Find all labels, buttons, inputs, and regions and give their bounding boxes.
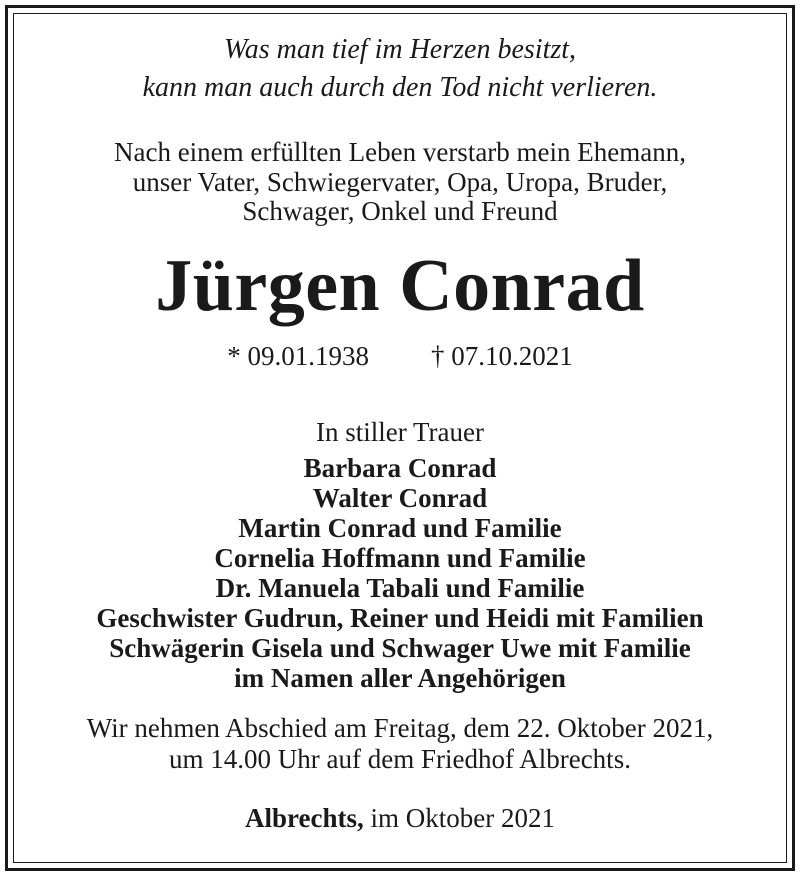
death-date: † 07.10.2021 <box>431 341 573 371</box>
mourner-name: Walter Conrad <box>312 483 488 513</box>
quote-line-1: Was man tief im Herzen besitzt, <box>223 34 577 65</box>
intro-line-3: Schwager, Onkel und Freund <box>242 196 558 226</box>
life-dates <box>0 341 800 372</box>
deceased-name: Jürgen Conrad <box>155 245 645 327</box>
intro-line-1: Nach einem erfüllten Leben verstarb mein Ehemann, <box>113 137 686 167</box>
funeral-line-2: um 14.00 Uhr auf dem Friedhof Albrechts. <box>169 744 631 774</box>
mourner-name: Dr. Manuela Tabali und Familie <box>215 573 585 603</box>
quote-line-2: kann man auch durch den Tod nicht verlieren. <box>142 72 658 103</box>
mourner-name: Schwägerin Gisela und Schwager Uwe mit Familie <box>109 633 691 663</box>
closing-date: im Oktober 2021 <box>370 803 555 833</box>
mourner-name: im Namen aller Angehörigen <box>234 663 566 693</box>
mourner-name: Martin Conrad und Familie <box>238 513 562 543</box>
birth-date: * 09.01.1938 <box>227 341 369 371</box>
funeral-line-1: Wir nehmen Abschied am Freitag, dem 22. Oktober 2021, <box>86 713 714 743</box>
mourning-heading: In stiller Trauer <box>316 417 484 447</box>
mourner-name: Cornelia Hoffmann und Familie <box>214 543 586 573</box>
intro-line-2: unser Vater, Schwiegervater, Opa, Uropa, Bruder, <box>132 167 668 197</box>
closing-place: Albrechts, <box>245 803 364 833</box>
mourner-name: Barbara Conrad <box>303 453 497 483</box>
mourner-name: Geschwister Gudrun, Reiner und Heidi mit Familien <box>96 603 704 633</box>
closing-line <box>0 803 800 834</box>
